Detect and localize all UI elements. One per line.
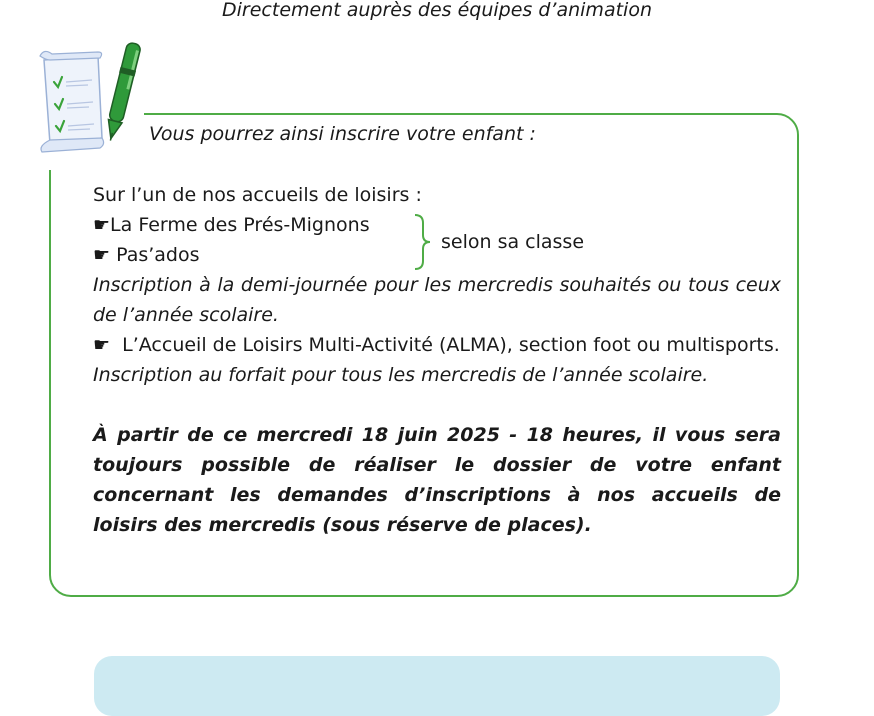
accueils-group	[93, 210, 781, 270]
top-line: Directement auprès des équipes d’animation	[222, 0, 652, 21]
selon-classe: selon sa classe	[441, 231, 585, 253]
accueils-intro: Sur l’un de nos accueils de loisirs :	[93, 184, 422, 206]
bottom-banner	[94, 656, 780, 716]
box-content	[93, 180, 781, 540]
highlight-paragraph: À partir de ce mercredi 18 juin 2025 - 18 heures, il vous sera toujours possible de réaliser le dossier de votre enfant concernant les demandes d’inscriptions à nos accueils de loisirs des mercredis (sous réserve de places).	[93, 424, 781, 536]
list-item	[93, 210, 781, 240]
box-intro: Vous pourrez ainsi inscrire votre enfant :	[149, 123, 536, 145]
item-ferme: La Ferme des Prés-Mignons	[110, 214, 370, 236]
pointing-hand-icon: ☛	[93, 214, 111, 236]
checklist-pen-icon	[30, 34, 142, 158]
pointing-hand-icon: ☛	[93, 244, 111, 266]
list-item	[93, 330, 781, 360]
note-forfait: Inscription au forfait pour tous les mercredis de l’année scolaire.	[93, 364, 709, 386]
item-alma: L’Accueil de Loisirs Multi-Activité (ALMA), section foot ou multisports.	[122, 334, 780, 356]
right-brace-icon	[411, 213, 433, 271]
list-item	[93, 240, 781, 270]
note-demi-journee: Inscription à la demi-journée pour les mercredis souhaités ou tous ceux de l’année scolaire.	[93, 274, 781, 326]
pointing-hand-icon: ☛	[93, 334, 111, 356]
spacer	[93, 390, 781, 420]
item-pasados: Pas’ados	[116, 244, 200, 266]
